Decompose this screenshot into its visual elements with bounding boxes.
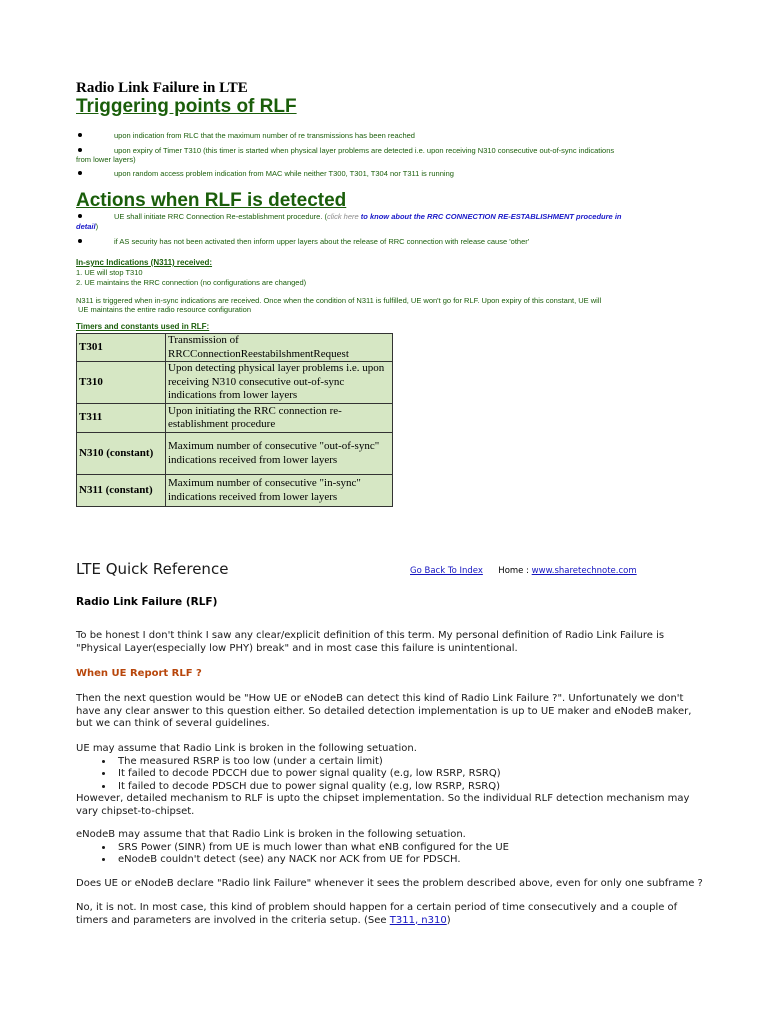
table-value: Maximum number of consecutive "in-sync" indications received from lower layers (166, 475, 393, 507)
rrc-reestablishment-link[interactable]: to know about the RRC CONNECTION RE-ESTABLISHMENT procedure in (358, 212, 622, 221)
t311-n310-link[interactable]: T311, n310 (389, 914, 447, 926)
paragraph-definition: To be honest I don't think I saw any clear/explicit definition of this term. My personal definition of Radio Link Failure is "Physical Layer(especially low PHY) break" and in most case this failure is unintentional. (76, 630, 665, 654)
action-1-text: UE shall initiate RRC Connection Re-establishment procedure. ( (114, 212, 328, 221)
table-row (77, 475, 393, 507)
table-key: N310 (constant) (77, 433, 166, 475)
insync-heading: In-sync Indications (N311) received: (76, 258, 213, 267)
ue-intro: UE may assume that Radio Link is broken in the following setuation. (76, 743, 417, 754)
table-value: Upon initiating the RRC connection re-establishment procedure (166, 404, 393, 433)
bullet-icon (78, 133, 82, 137)
enb-assumption-block (76, 829, 706, 867)
answer-end: ) (446, 914, 451, 926)
action-item-2: if AS security has not been activated then inform upper layers about the release of RRC connection with release cause 'other' (114, 237, 530, 246)
bullet-icon (78, 171, 82, 175)
action-item-1-cont (76, 222, 98, 231)
trigger-item-1: upon indication from RLC that the maximum number of re transmissions has been reached (114, 131, 415, 140)
list-item: • The measured RSRP is too low (under a certain limit) (114, 756, 706, 769)
table-value: Transmission of RRCConnectionReestabilshmentRequest (166, 334, 393, 362)
table-row (77, 362, 393, 404)
list-item: • SRS Power (SINR) from UE is much lower than what eNB configured for the UE (114, 842, 706, 855)
list-item: • It failed to decode PDSCH due to power signal quality (e.g, low RSRP, RSRQ) (114, 781, 706, 794)
question-heading: When UE Report RLF ? (76, 668, 202, 679)
insync-item-2: 2. UE maintains the RRC connection (no configurations are changed) (76, 278, 307, 287)
bullet-icon (78, 239, 82, 243)
heading-actions: Actions when RLF is detected (76, 190, 347, 211)
answer-text: No, it is not. In most case, this kind of problem should happen for a certain period of time consecutively and a couple of timers and parameters are involved in the criteria setup. (See (76, 902, 678, 926)
paragraph-detection: Then the next question would be "How UE or eNodeB can detect this kind of Radio Link Failure ?". Unfortunately we don't have any clear answer to this question either. So detailed detection implementation is up to UE maker and eNodeB maker, but we can think of several guidelines. (76, 693, 692, 729)
n311-text-line1: N311 is triggered when in-sync indications are received. Once when the condition of N311 is fulfilled, UE won't go for RLF. Upon expiry of this constant, UE will (76, 296, 602, 305)
table-key: T310 (77, 362, 166, 404)
table-row (77, 433, 393, 475)
table-row (77, 334, 393, 362)
go-back-link[interactable]: Go Back To Index (410, 566, 483, 576)
bullet-icon (78, 148, 82, 152)
list-item: • It failed to decode PDCCH due to power signal quality (e.g, low RSRP, RSRQ) (114, 768, 706, 781)
heading-triggering-points: Triggering points of RLF (76, 96, 297, 117)
paragraph-question: Does UE or eNodeB declare "Radio link Failure" whenever it sees the problem described above, even for only one subframe ? (76, 878, 703, 889)
page-title: Radio Link Failure in LTE (76, 80, 248, 96)
trigger-item-2: upon expiry of Timer T310 (this timer is started when physical layer problems are detected i.e. upon receiving N310 consecutive out-of-sync indications (114, 146, 615, 155)
enb-bullet-list (76, 842, 706, 867)
nav-links (410, 566, 637, 576)
table-key: T311 (77, 404, 166, 433)
timers-table (76, 333, 393, 507)
detail-link[interactable]: detail (76, 222, 96, 231)
insync-item-1: 1. UE will stop T310 (76, 268, 143, 277)
table-value: Upon detecting physical layer problems i.e. upon receiving N310 consecutive out-of-sync indications from lower layers (166, 362, 393, 404)
ue-bullet-list (76, 756, 706, 794)
timers-heading: Timers and constants used in RLF: (76, 322, 210, 331)
table-key: N311 (constant) (77, 475, 166, 507)
home-label: Home : (498, 566, 532, 576)
bullet-icon (78, 214, 82, 218)
list-item: • eNodeB couldn't detect (see) any NACK nor ACK from UE for PDSCH. (114, 854, 706, 867)
n311-text-line2: UE maintains the entire radio resource configuration (78, 305, 252, 314)
action-1-end: ) (95, 222, 99, 231)
paragraph-answer (76, 902, 708, 927)
trigger-item-2-cont: from lower layers) (76, 155, 136, 164)
table-key: T301 (77, 334, 166, 362)
ue-assumption-block (76, 743, 706, 818)
trigger-item-3: upon random access problem indication from MAC while neither T300, T301, T304 nor T311 is running (114, 169, 454, 178)
click-here-link[interactable]: click here (327, 212, 359, 221)
table-row (77, 404, 393, 433)
enb-intro: eNodeB may assume that that Radio Link is broken in the following setuation. (76, 829, 466, 840)
reference-title: LTE Quick Reference (76, 560, 229, 578)
home-link[interactable]: www.sharetechnote.com (531, 566, 637, 576)
chipset-note: However, detailed mechanism to RLF is upto the chipset implementation. So the individual RLF detection mechanism may vary chipset-to-chipset. (76, 793, 690, 817)
section-heading-rlf: Radio Link Failure (RLF) (76, 596, 218, 608)
action-item-1 (114, 212, 694, 221)
table-value: Maximum number of consecutive "out-of-sync" indications received from lower layers (166, 433, 393, 475)
